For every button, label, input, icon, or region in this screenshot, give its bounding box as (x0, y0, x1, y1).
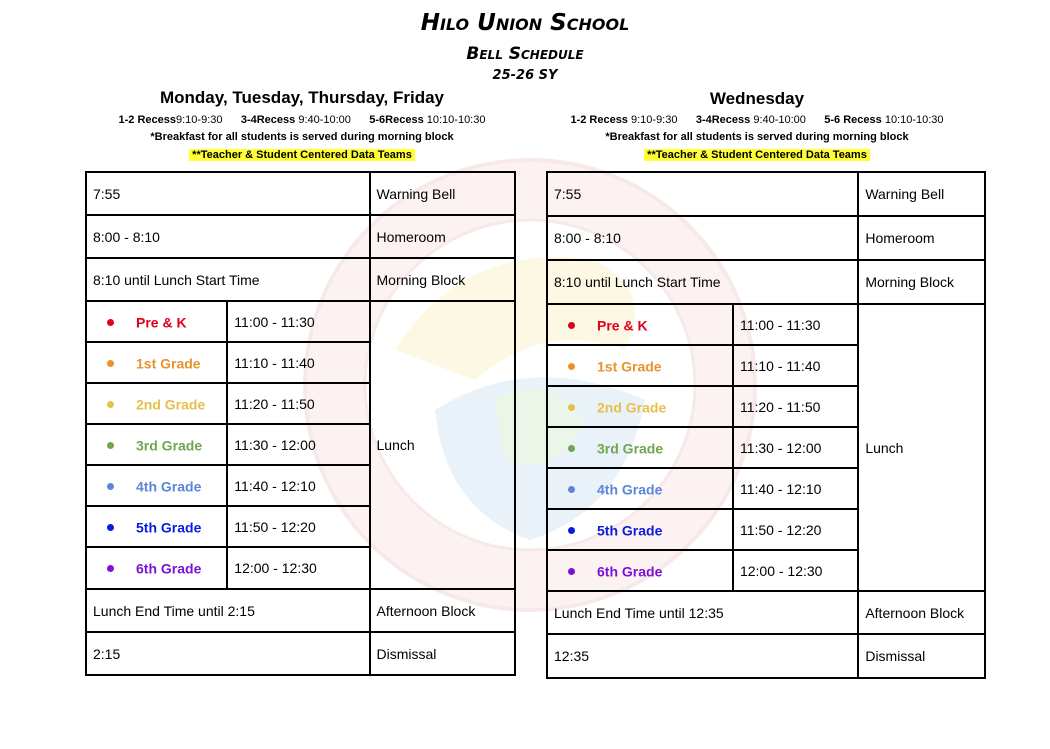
right-breakfast-note: *Breakfast for all students is served during morning block (605, 131, 909, 143)
bullet-dot-icon (568, 363, 575, 370)
table-row (86, 301, 515, 342)
recess-12-time: 9:10-9:30 (627, 114, 678, 126)
grade-label: 2nd Grade (136, 396, 206, 413)
time-cell: 12:35 (547, 634, 858, 678)
left-day-heading: Monday, Tuesday, Thursday, Friday (159, 88, 445, 107)
bullet-dot-icon (107, 483, 114, 490)
period-cell: Afternoon Block (858, 591, 985, 634)
table-row (547, 216, 985, 260)
grade-cell (86, 547, 227, 589)
right-day-heading: Wednesday (709, 89, 805, 108)
grade-cell (547, 304, 733, 345)
time-cell: Lunch End Time until 2:15 (86, 589, 370, 632)
period-cell: Dismissal (370, 632, 516, 675)
right-recess-line (540, 114, 974, 126)
lunch-time-cell: 11:20 - 11:50 (227, 383, 369, 424)
lunch-time-cell: 11:40 - 12:10 (227, 465, 369, 506)
lunch-time-cell: 11:30 - 12:00 (733, 427, 858, 468)
lunch-cell: Lunch (858, 304, 985, 591)
bullet-dot-icon (568, 322, 575, 329)
period-cell: Homeroom (858, 216, 985, 260)
lunch-time-cell: 11:00 - 11:30 (733, 304, 858, 345)
time-cell: 7:55 (547, 172, 858, 216)
recess-34-label: 3-4Recess (695, 114, 751, 126)
right-data-teams-note: **Teacher & Student Centered Data Teams (644, 149, 870, 161)
table-row (86, 172, 515, 215)
bullet-dot-icon (107, 401, 114, 408)
lunch-time-cell: 11:00 - 11:30 (227, 301, 369, 342)
grade-label: 2nd Grade (597, 399, 667, 416)
grade-cell (547, 468, 733, 509)
bullet-dot-icon (568, 527, 575, 534)
bullet-dot-icon (568, 486, 575, 493)
table-row (547, 591, 985, 634)
school-title: Hilo Union School (420, 10, 630, 36)
time-cell: 8:10 until Lunch Start Time (86, 258, 370, 301)
left-data-teams-note: **Teacher & Student Centered Data Teams (189, 149, 415, 161)
lunch-time-cell: 11:30 - 12:00 (227, 424, 369, 465)
grade-cell (547, 550, 733, 591)
period-cell: Homeroom (370, 215, 516, 258)
recess-56-label: 5-6 Recess (824, 114, 882, 126)
grade-label: 4th Grade (136, 478, 202, 495)
period-cell: Warning Bell (858, 172, 985, 216)
bullet-dot-icon (107, 360, 114, 367)
grade-cell (547, 509, 733, 550)
grade-label: 1st Grade (136, 355, 201, 372)
grade-cell (86, 465, 227, 506)
time-cell: Lunch End Time until 12:35 (547, 591, 858, 634)
time-cell: 8:10 until Lunch Start Time (547, 260, 858, 304)
bullet-dot-icon (568, 445, 575, 452)
table-row (86, 258, 515, 301)
lunch-time-cell: 12:00 - 12:30 (733, 550, 858, 591)
recess-34-time: 9:40-10:00 (750, 114, 806, 126)
recess-56-time: 10:10-10:30 (881, 114, 944, 126)
grade-cell (86, 301, 227, 342)
table-row (86, 632, 515, 675)
grade-cell (547, 427, 733, 468)
bullet-dot-icon (568, 404, 575, 411)
recess-12-time: 9:10-9:30 (176, 114, 223, 126)
bullet-dot-icon (107, 319, 114, 326)
left-recess-line (85, 114, 519, 126)
page-subtitle: Bell Schedule (466, 44, 584, 64)
bullet-dot-icon (107, 442, 114, 449)
lunch-cell: Lunch (370, 301, 516, 589)
lunch-time-cell: 11:50 - 12:20 (227, 506, 369, 547)
grade-label: 5th Grade (597, 522, 663, 539)
grade-label: 6th Grade (136, 560, 202, 577)
time-cell: 8:00 - 8:10 (547, 216, 858, 260)
grade-cell (86, 342, 227, 383)
grade-cell (86, 383, 227, 424)
grade-label: 3rd Grade (136, 437, 203, 454)
period-cell: Dismissal (858, 634, 985, 678)
time-cell: 2:15 (86, 632, 370, 675)
lunch-time-cell: 11:10 - 11:40 (733, 345, 858, 386)
time-cell: 8:00 - 8:10 (86, 215, 370, 258)
recess-34-time: 9:40-10:00 (295, 114, 351, 126)
recess-34-label: 3-4Recess (240, 114, 296, 126)
lunch-time-cell: 11:20 - 11:50 (733, 386, 858, 427)
grade-label: 6th Grade (597, 563, 663, 580)
period-cell: Warning Bell (370, 172, 516, 215)
bullet-dot-icon (107, 565, 114, 572)
left-breakfast-note: *Breakfast for all students is served during morning block (150, 131, 454, 143)
grade-label: 3rd Grade (597, 440, 664, 457)
grade-cell (86, 424, 227, 465)
recess-12-label: 1-2 Recess (118, 114, 176, 126)
grade-label: 1st Grade (597, 358, 662, 375)
period-cell: Morning Block (370, 258, 516, 301)
grade-label: Pre & K (136, 314, 187, 331)
lunch-time-cell: 11:10 - 11:40 (227, 342, 369, 383)
table-row (547, 634, 985, 678)
grade-label: 5th Grade (136, 519, 202, 536)
bullet-dot-icon (568, 568, 575, 575)
recess-56-label: 5-6Recess (369, 114, 424, 126)
bullet-dot-icon (107, 524, 114, 531)
school-year: 25-26 SY (492, 68, 558, 83)
table-row (547, 172, 985, 216)
grade-cell (547, 345, 733, 386)
table-row (547, 304, 985, 345)
period-cell: Morning Block (858, 260, 985, 304)
time-cell: 7:55 (86, 172, 370, 215)
grade-cell (547, 386, 733, 427)
period-cell: Afternoon Block (370, 589, 516, 632)
recess-12-label: 1-2 Recess (570, 114, 628, 126)
recess-56-time: 10:10-10:30 (423, 114, 486, 126)
right-schedule-table (546, 171, 986, 679)
lunch-time-cell: 11:50 - 12:20 (733, 509, 858, 550)
grade-cell (86, 506, 227, 547)
table-row (86, 589, 515, 632)
lunch-time-cell: 12:00 - 12:30 (227, 547, 369, 589)
grade-label: 4th Grade (597, 481, 663, 498)
table-row (547, 260, 985, 304)
lunch-time-cell: 11:40 - 12:10 (733, 468, 858, 509)
left-schedule-table (85, 171, 516, 676)
grade-label: Pre & K (597, 317, 648, 334)
table-row (86, 215, 515, 258)
